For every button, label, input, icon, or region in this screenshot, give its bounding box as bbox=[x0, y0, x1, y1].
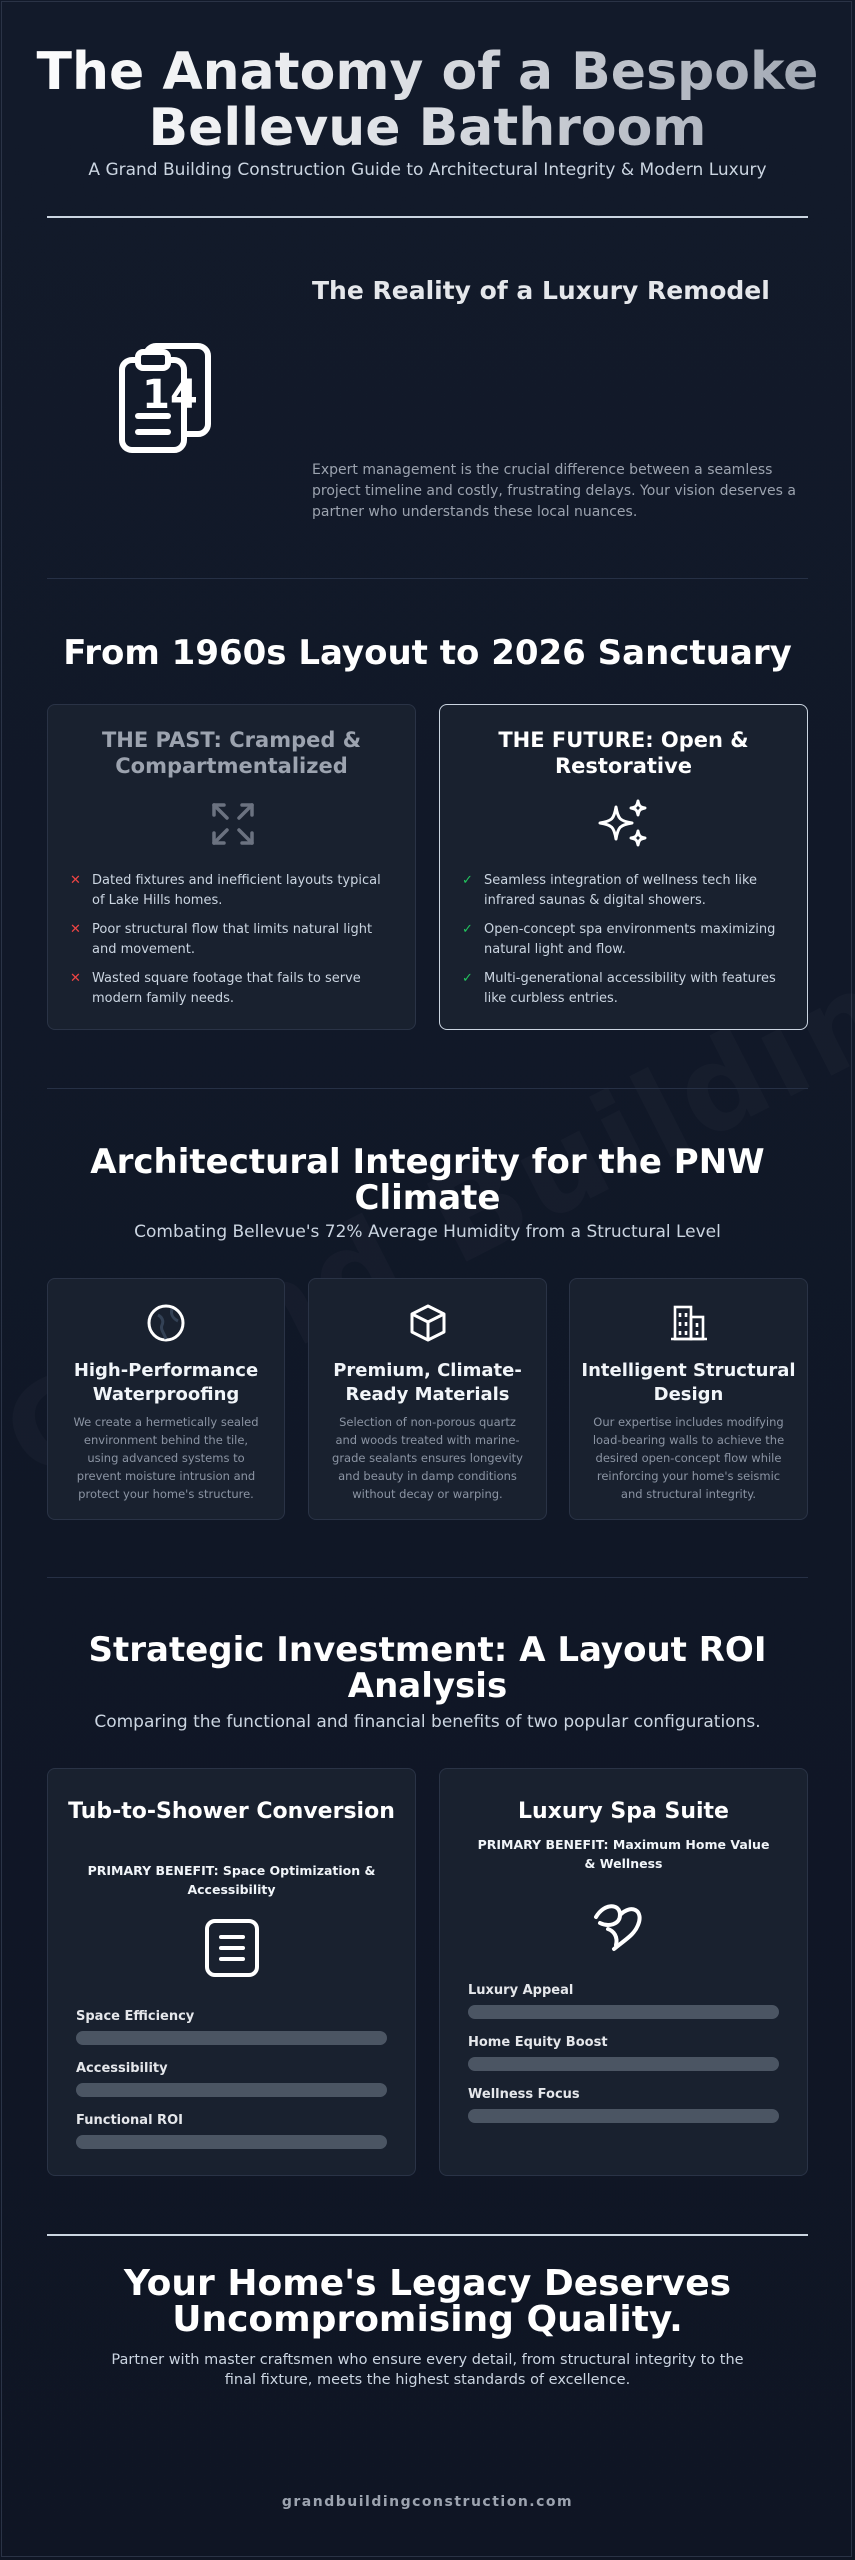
clipboard-icon bbox=[116, 338, 216, 458]
footer-text: Partner with master craftsmen who ensure every detail, from structural integrity to the final fixture, meets the highest standards of excellence. bbox=[111, 2352, 744, 2388]
divider bbox=[47, 578, 808, 579]
page-title: The Anatomy of a Bespoke Bellevue Bathroom bbox=[0, 44, 855, 156]
list-item: ✓ Open-concept spa environments maximizing natural light and flow. bbox=[462, 922, 776, 957]
roi-card-tub-to-shower bbox=[47, 1768, 416, 2176]
reality-title: The Reality of a Luxury Remodel bbox=[312, 276, 770, 305]
page-subtitle: A Grand Building Construction Guide to Architectural Integrity & Modern Luxury bbox=[88, 160, 767, 180]
list-item: ✓ Seamless integration of wellness tech like infrared saunas & digital showers. bbox=[462, 873, 758, 908]
bar-label: Home Equity Boost bbox=[468, 2035, 608, 2050]
check-mark-icon: ✓ bbox=[462, 873, 473, 888]
check-mark-icon: ✓ bbox=[462, 971, 473, 986]
x-mark-icon: ✕ bbox=[70, 971, 81, 986]
bar-fill bbox=[76, 2135, 387, 2149]
feature-title: High-Performance Waterproofing bbox=[73, 1360, 259, 1405]
future-title: THE FUTURE: Open & Restorative bbox=[498, 728, 749, 778]
sparkles-icon bbox=[596, 797, 650, 851]
list-item: ✓ Multi-generational accessibility with features like curbless entries. bbox=[462, 971, 776, 1006]
expand-arrows-icon bbox=[210, 801, 256, 847]
feature-card-materials bbox=[308, 1278, 547, 1520]
roi-card-title: Luxury Spa Suite bbox=[518, 1799, 729, 1824]
feature-text: Selection of non-porous quartz and woods treated with marine-grade sealants ensures longevity and beauty in damp conditions without decay or warping. bbox=[332, 1415, 523, 1501]
list-item: ✕ Poor structural flow that limits natural light and movement. bbox=[70, 922, 373, 957]
feature-title: Premium, Climate-Ready Materials bbox=[333, 1360, 522, 1405]
footer-title: Your Home's Legacy Deserves Uncompromising Quality. bbox=[123, 2263, 732, 2340]
bar-track bbox=[468, 2109, 779, 2123]
bar-fill bbox=[76, 2031, 387, 2045]
list-item: ✕ Wasted square footage that fails to serve modern family needs. bbox=[70, 971, 361, 1006]
feature-title: Intelligent Structural Design bbox=[581, 1360, 796, 1405]
integrity-subtitle: Combating Bellevue's 72% Average Humidity from a Structural Level bbox=[134, 1222, 721, 1242]
transformation-title: From 1960s Layout to 2026 Sanctuary bbox=[63, 633, 792, 673]
future-list bbox=[462, 871, 785, 1018]
cube-icon bbox=[408, 1303, 448, 1343]
reality-text: Expert management is the crucial difference between a seamless project timeline and costly, frustrating delays. Your vision deserves a partner who understands these local nuances. bbox=[312, 462, 796, 520]
bar-label: Space Efficiency bbox=[76, 2009, 195, 2024]
bar-track bbox=[76, 2031, 387, 2045]
globe-icon bbox=[146, 1303, 186, 1343]
building-icon bbox=[669, 1303, 709, 1343]
x-mark-icon: ✕ bbox=[70, 873, 81, 888]
divider bbox=[47, 216, 808, 218]
bar-label: Luxury Appeal bbox=[468, 1983, 574, 1998]
bar-fill bbox=[468, 2005, 779, 2019]
bar-track bbox=[76, 2083, 387, 2097]
roi-card-benefit: PRIMARY BENEFIT: Space Optimization & Accessibility bbox=[87, 1863, 376, 1897]
bar-fill bbox=[468, 2057, 779, 2071]
clipboard-number: 14 bbox=[142, 372, 198, 418]
divider bbox=[47, 2234, 808, 2236]
bar-label: Wellness Focus bbox=[468, 2087, 580, 2102]
website-link[interactable]: grandbuildingconstruction.com bbox=[281, 2494, 574, 2510]
roi-card-benefit: PRIMARY BENEFIT: Maximum Home Value & Wellness bbox=[477, 1837, 770, 1871]
bar-fill bbox=[468, 2109, 779, 2123]
roi-title: Strategic Investment: A Layout ROI Analysis bbox=[88, 1630, 767, 1706]
feature-text: Our expertise includes modifying load-bearing walls to achieve the desired open-concept flow while reinforcing your home's seismic and structural integrity. bbox=[592, 1415, 785, 1501]
document-icon bbox=[203, 1917, 261, 1979]
integrity-title: Architectural Integrity for the PNW Climate bbox=[90, 1142, 765, 1218]
bar-label: Accessibility bbox=[76, 2061, 168, 2076]
roi-card-spa-suite bbox=[439, 1768, 808, 2176]
bar-label: Functional ROI bbox=[76, 2113, 183, 2128]
past-card bbox=[47, 704, 416, 1030]
bar-track bbox=[76, 2135, 387, 2149]
x-mark-icon: ✕ bbox=[70, 922, 81, 937]
feature-card-waterproofing bbox=[47, 1278, 285, 1520]
divider bbox=[47, 1577, 808, 1578]
bar-track bbox=[468, 2057, 779, 2071]
leaf-icon bbox=[590, 1897, 648, 1955]
roi-card-title: Tub-to-Shower Conversion bbox=[68, 1799, 395, 1824]
feature-text: We create a hermetically sealed environment behind the tile, using advanced systems to prevent moisture intrusion and protect your home's structure. bbox=[73, 1415, 259, 1501]
feature-card-structural bbox=[569, 1278, 808, 1520]
past-list bbox=[70, 871, 393, 1018]
divider bbox=[47, 1088, 808, 1089]
roi-subtitle: Comparing the functional and financial benefits of two popular configurations. bbox=[94, 1712, 761, 1732]
past-title: THE PAST: Cramped & Compartmentalized bbox=[101, 728, 362, 778]
bar-track bbox=[468, 2005, 779, 2019]
future-card bbox=[439, 704, 808, 1030]
bar-fill bbox=[76, 2083, 387, 2097]
check-mark-icon: ✓ bbox=[462, 922, 473, 937]
list-item: ✕ Dated fixtures and inefficient layouts typical of Lake Hills homes. bbox=[70, 873, 381, 908]
